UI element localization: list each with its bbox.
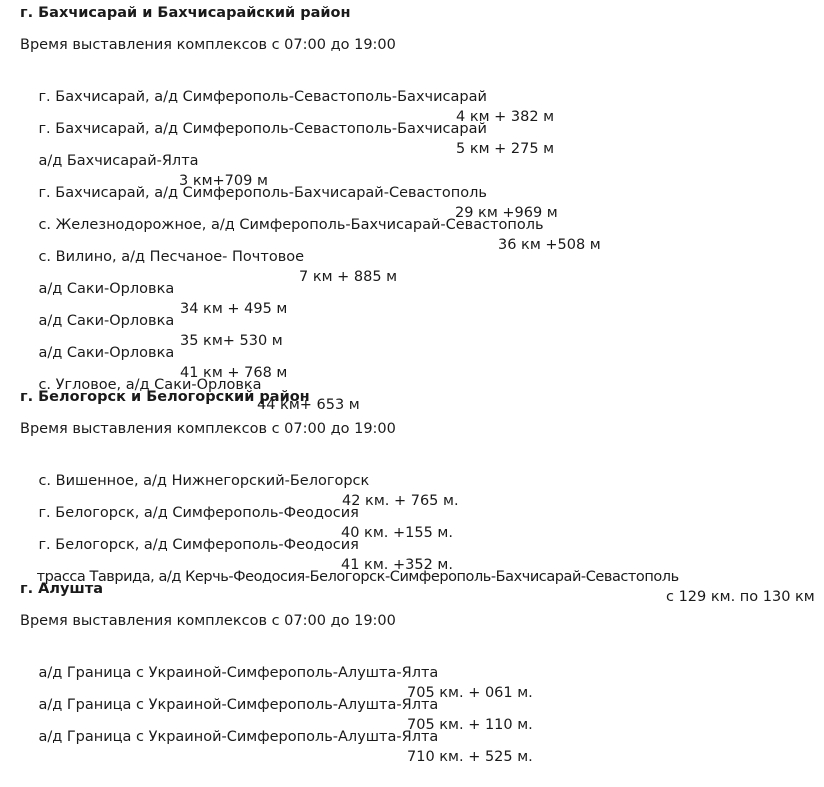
- list-item: [20, 259, 288, 317]
- km-marker: 3 км+709 м: [179, 173, 268, 189]
- list-item: [20, 163, 558, 221]
- road-name: г. Белогорск, а/д Симферополь-Феодосия: [38, 505, 359, 521]
- km-marker: 41 км. +352 м.: [341, 557, 453, 573]
- km-marker: 35 км+ 530 м: [180, 333, 283, 349]
- road-name: с. Железнодорожное, а/д Симферополь-Бахчисарай-Севастополь: [38, 217, 544, 233]
- km-marker: 710 км. + 525 м.: [407, 749, 533, 765]
- road-name: а/д Граница с Украиной-Симферополь-Алушта-Ялта: [38, 665, 439, 681]
- road-name: а/д Саки-Орловка: [38, 281, 175, 297]
- road-name: г. Бахчисарай, а/д Симферополь-Севастополь-Бахчисарай: [38, 121, 487, 137]
- road-name: с. Вишенное, а/д Нижнегорский-Белогорск: [38, 473, 370, 489]
- road-name: а/д Саки-Орловка: [38, 345, 175, 361]
- km-marker: 40 км. +155 м.: [341, 525, 453, 541]
- km-marker: 4 км + 382 м: [456, 109, 555, 125]
- road-name: г. Белогорск, а/д Симферополь-Феодосия: [38, 537, 359, 553]
- road-name: а/д Граница с Украиной-Симферополь-Алушта-Ялта: [38, 697, 439, 713]
- schedule-text: Время выставления комплексов с 07:00 до 19:00: [20, 421, 396, 437]
- section-title: г. Бахчисарай и Бахчисарайский район: [20, 5, 351, 21]
- schedule-text: Время выставления комплексов с 07:00 до 19:00: [20, 37, 396, 53]
- list-item: [20, 131, 268, 189]
- km-marker: 5 км + 275 м: [456, 141, 555, 157]
- km-marker: 7 км + 885 м: [299, 269, 398, 285]
- road-name: трасса Таврида, а/д Керчь-Феодосия-Белогорск-Симферополь-Бахчисарай-Севастополь: [36, 569, 679, 585]
- list-item: [20, 227, 398, 285]
- km-marker: 41 км + 768 м: [180, 365, 288, 381]
- km-marker: 705 км. + 061 м.: [407, 685, 533, 701]
- km-marker: 42 км. + 765 м.: [342, 493, 459, 509]
- road-name: а/д Бахчисарай-Ялта: [38, 153, 199, 169]
- schedule-text: Время выставления комплексов с 07:00 до 19:00: [20, 613, 396, 629]
- section-title: г. Алушта: [20, 581, 104, 597]
- km-marker: 705 км. + 110 м.: [407, 717, 533, 733]
- list-item: [20, 643, 533, 701]
- list-item: [20, 451, 459, 509]
- road-name: г. Бахчисарай, а/д Симферополь-Бахчисарай-Севастополь: [38, 185, 487, 201]
- km-marker: 44 км+ 653 м: [257, 397, 360, 413]
- road-name: с. Вилино, а/д Песчаное- Почтовое: [38, 249, 305, 265]
- road-name: а/д Граница с Украиной-Симферополь-Алушта-Ялта: [38, 729, 439, 745]
- section-title: г. Белогорск и Белогорский район: [20, 389, 310, 405]
- list-item: [20, 195, 601, 253]
- km-marker: 36 км +508 м: [498, 237, 601, 253]
- road-name: г. Бахчисарай, а/д Симферополь-Севастополь-Бахчисарай: [38, 89, 487, 105]
- km-marker: 34 км + 495 м: [180, 301, 288, 317]
- road-name: а/д Саки-Орловка: [38, 313, 175, 329]
- km-marker: с 129 км. по 130 км: [666, 589, 815, 605]
- list-item: [20, 67, 555, 125]
- km-marker: 29 км +969 м: [455, 205, 558, 221]
- road-name: с. Угловое, а/д Саки-Орловка: [38, 377, 262, 393]
